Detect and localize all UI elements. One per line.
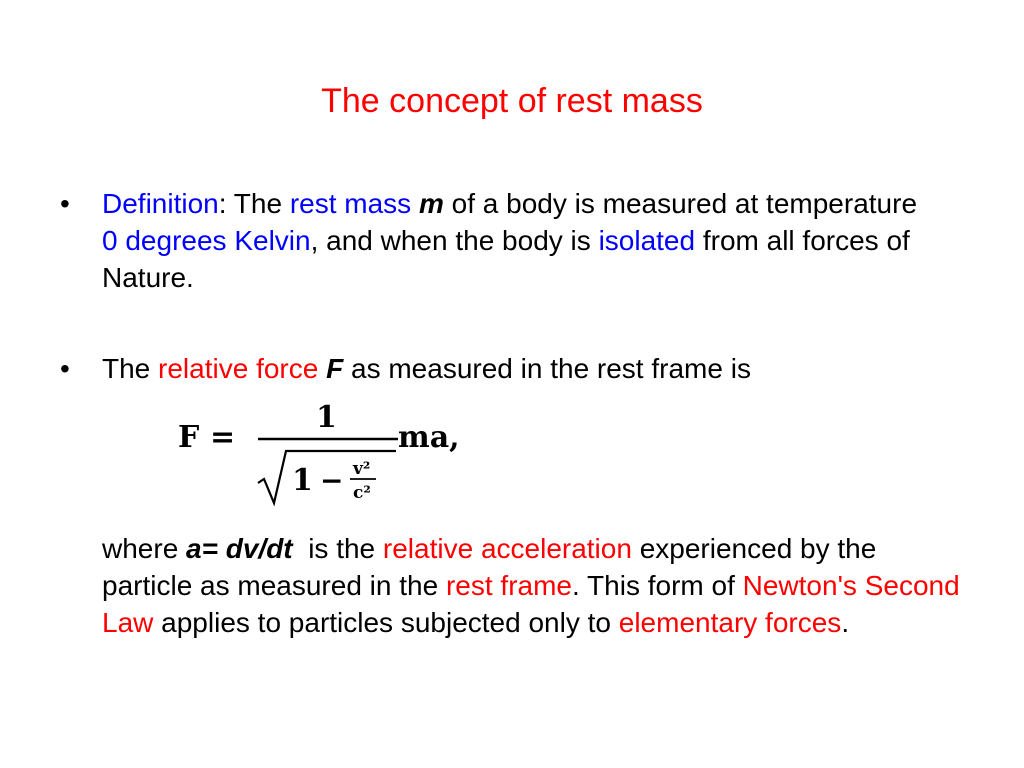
mass-symbol: m [418, 188, 444, 219]
rest-mass-term: rest mass [289, 188, 412, 219]
text-run: is the [292, 533, 383, 564]
bullet-dot: • [60, 188, 70, 219]
formula-one: 1 [292, 463, 313, 498]
force-symbol: F [326, 353, 344, 384]
formula-v-squared: v² [353, 459, 371, 479]
text-run: . This form of [572, 570, 743, 601]
where-paragraph [102, 530, 972, 641]
isolated-term: isolated [598, 225, 696, 256]
text-run: where [102, 533, 187, 564]
text-run [318, 353, 326, 384]
relative-acceleration-term: relative acceleration [382, 533, 632, 564]
bullet-definition [60, 185, 940, 296]
force-formula [178, 395, 478, 515]
bullet-text [102, 185, 940, 296]
text-run: of a body is measured at temperature [443, 188, 918, 219]
formula-c-squared: c² [353, 483, 371, 503]
text-run: from all forces of Nature. [102, 225, 910, 293]
text-run: as measured in the rest frame is [343, 353, 751, 384]
newton-law-term: Newton's Second Law [102, 570, 960, 638]
text-run: applies to particles subjected only to [153, 607, 619, 638]
kelvin-term: 0 degrees Kelvin [102, 225, 311, 256]
elementary-forces-term: elementary forces [618, 607, 842, 638]
relative-force-term: relative force [158, 353, 319, 384]
formula-minus: − [320, 464, 344, 497]
formula-graphic [178, 395, 478, 515]
rest-frame-term: rest frame [445, 570, 572, 601]
bullet-text [102, 350, 940, 387]
bullet-relative-force [60, 350, 940, 387]
formula-numerator: 1 [316, 400, 337, 435]
formula-lhs: F [178, 420, 200, 455]
formula-equals: = [210, 420, 236, 455]
formula-ma: ma, [398, 420, 460, 455]
text-run: experienced by the particle as measured in the [102, 533, 877, 601]
text-run: . [841, 607, 850, 638]
text-run [411, 188, 419, 219]
bullet-dot: • [60, 353, 70, 384]
acceleration-expression: a= dv/dt [186, 533, 293, 564]
text-run: : The [218, 188, 290, 219]
text-run: The [102, 353, 159, 384]
text-run: , and when the body is [310, 225, 599, 256]
slide-title: The concept of rest mass [321, 82, 703, 120]
definition-label: Definition [102, 188, 219, 219]
